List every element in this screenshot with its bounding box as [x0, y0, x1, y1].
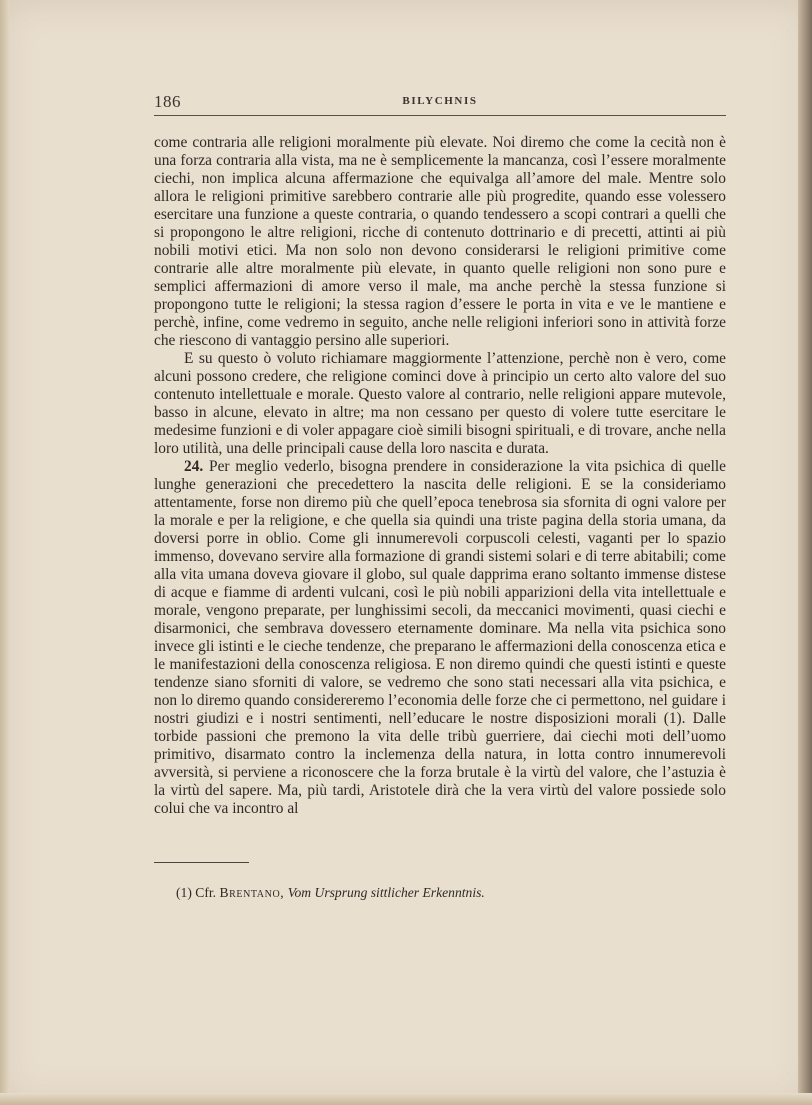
- paragraph-3-text: Per meglio vederlo, bisogna prendere in considerazione la vita psichica di quelle lunghe generazioni che precedettero la nascita delle religioni. E se la consideriamo attentamente, forse non diremo più che quell’epoca tenebrosa sia sfornita di ogni valore per la morale e per la religione, e che quella sia quindi una triste pagina della storia umana, da doversi porre in oblio. Come gli innumerevoli corpuscoli celesti, vaganti per lo spazio immenso, dovevano servire alla formazione di grandi sistemi solari e di terre abitabili; come alla vita umana doveva giovare il globo, sul quale dapprima erano soltanto immense distese di acque e fiamme di ardenti vulcani, così le più nobili apparizioni della vita intellettuale e morale, vengono preparate, per lunghissimi secoli, da meccanici movimenti, quasi ciechi e disarmonici, che sembrava dovessero eternamente dominare. Ma nella vita psichica sono invece gli istinti e le cieche tendenze, che preparano le affermazioni della conoscenza etica e le manifestazioni della conoscenza religiosa. E non diremo quindi che questi istinti e queste tendenze siano sforniti di valore, se vedremo che sono stati necessari alla vita psichica, e non lo diremo quando considereremo l’economia delle forze che ci permettono, nel guidare i nostri giudizi e i nostri sentimenti, nell’educare le nostre disposizioni morali (1). Dalle torbide passioni che premono la vita delle tribù guerriere, dai ciechi moti dell’uomo primitivo, disarmato contro la inclemenza della natura, in lotta contro innumerevoli avversità, si perviene a riconoscere che la forza brutale è la virtù del valore, che l’astuzia è la virtù del sapere. Ma, più tardi, Aristotele dirà che la vera virtù del valore possiede solo colui che va incontro al: [154, 458, 726, 817]
- body-text: [154, 134, 726, 818]
- paragraph-1: come contraria alle religioni moralmente più elevate. Noi diremo che come la cecità non è una forza contraria alla vista, ma ne è semplicemente la mancanza, così l’essere moralmente ciechi, non implica alcuna affermazione che equivalga all’amore del male. Mentre solo allora le religioni primitive sarebbero contrarie alle più progredite, quando esse volessero esercitare una funzione a queste contraria, o quando tendessero a scopi contrari a quelli che si propongono le altre religioni, ricche di contenuto dottrinario e di precetti, attinti ai più nobili motivi etici. Ma non solo non devono considerarsi le religioni primitive come contrarie alle altre moralmente più elevate, in quanto quelle religioni non sono pure e semplici affermazioni di amore verso il male, ma anche perchè la stessa funzione si propongono tutte le religioni; la stessa ragion d’essere le porta in vita e ve le mantiene e perchè, infine, come vedremo in seguito, anche nelle religioni inferiori sono in attività forze che riescono di vantaggio persino alle superiori.: [154, 134, 726, 349]
- footnote-author: Brentano,: [219, 885, 285, 900]
- section-number: 24.: [184, 458, 204, 475]
- page-right-edge: [798, 0, 812, 1105]
- footnote-marker: (1) Cfr.: [176, 885, 217, 900]
- page-left-edge: [0, 0, 10, 1105]
- footnote: [176, 885, 736, 901]
- page-number: 186: [154, 92, 181, 111]
- header-rule: [154, 115, 726, 116]
- paragraph-2: E su questo ò voluto richiamare maggiormente l’attenzione, perchè non è vero, come alcuni possono credere, che religione cominci dove à principio un certo alto valore del suo contenuto intellettuale e morale. Questo valore al contrario, nelle religioni appare mutevole, basso in alcune, elevato in altre; ma non cessano per questo di volere tutte esercitare le medesime funzioni e di voler appagare cioè simili bisogni spirituali, e di trovare, anche nella loro utilità, una delle principali cause della loro nascita e durata.: [154, 350, 726, 457]
- footnote-title: Vom Ursprung sittlicher Erkenntnis.: [287, 885, 485, 900]
- page-bottom-edge: [0, 1093, 812, 1105]
- running-head: [154, 92, 726, 118]
- journal-title: BILYCHNIS: [402, 95, 478, 107]
- footnote-rule: [154, 862, 249, 863]
- paragraph-3: [154, 458, 726, 818]
